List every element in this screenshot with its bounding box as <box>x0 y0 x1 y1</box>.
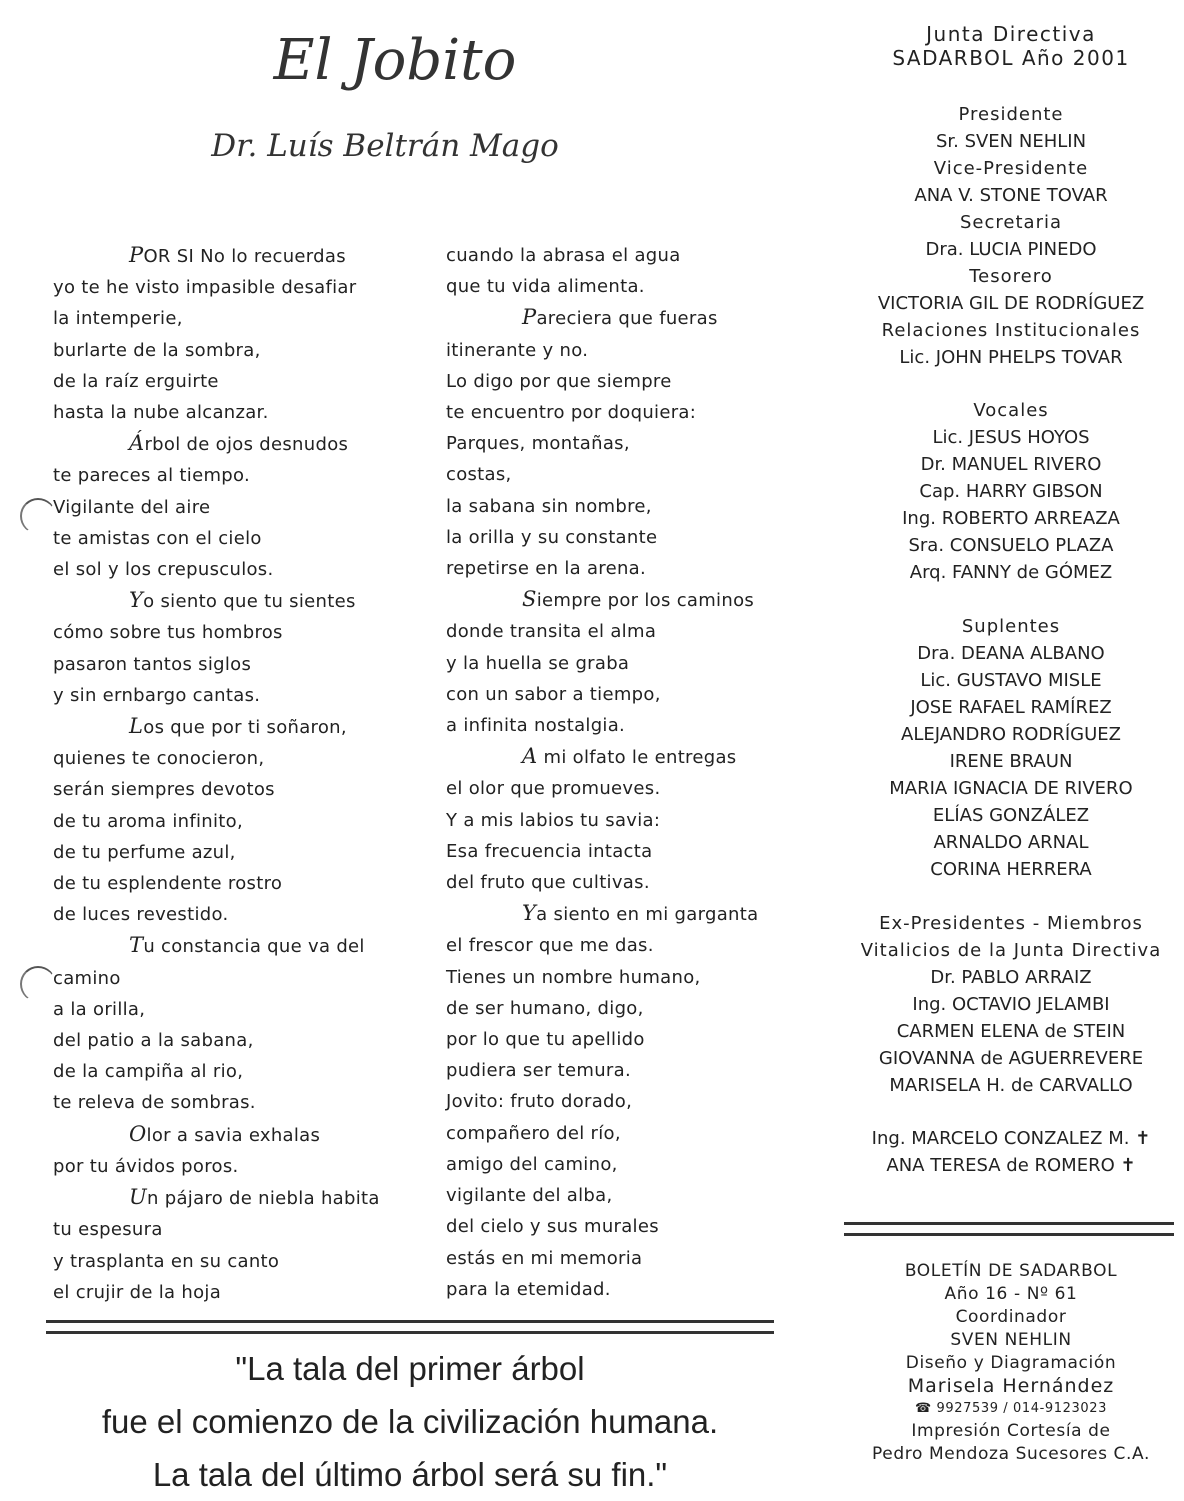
board-officers <box>846 101 1176 371</box>
poem-line <box>446 805 796 836</box>
poem-line-text: Y a mis labios tu savia: <box>446 809 661 831</box>
quote-divider <box>46 1320 774 1334</box>
poem-line <box>446 397 796 428</box>
ex-president-name: Dr. PABLO ARRAIZ <box>930 967 1092 988</box>
poem-line <box>446 271 796 302</box>
poem-line-text: para la etemidad. <box>446 1278 611 1300</box>
board-suplentes <box>846 613 1176 883</box>
poem-initial: P <box>522 305 537 330</box>
phone-numbers: ☎ 9927539 / 014-9123023 <box>914 1401 1108 1416</box>
ex-president-name: CARMEN ELENA de STEIN <box>896 1021 1126 1042</box>
suplente-name: ELÍAS GONZÁLEZ <box>932 805 1090 826</box>
ex-presidents-label-2: Vitalicios de la Junta Directiva <box>860 940 1162 961</box>
poem-line-text: y sin ernbargo cantas. <box>53 684 261 706</box>
poem-line <box>446 491 796 522</box>
board-header <box>846 22 1176 70</box>
officer-role: Secretaria <box>960 212 1062 233</box>
suplentes-label: Suplentes <box>961 616 1061 637</box>
poem-line <box>446 335 796 366</box>
poem-line-text: itinerante y no. <box>446 339 589 361</box>
ex-presidents-label: Ex-Presidentes - Miembros <box>879 913 1143 934</box>
poem-line-text: por tu ávidos poros. <box>53 1155 239 1177</box>
poem-line-text: de tu esplendente rostro <box>53 873 283 895</box>
bulletin-issue: Año 16 - Nº 61 <box>944 1284 1078 1304</box>
officer-name: VICTORIA GIL DE RODRÍGUEZ <box>877 293 1145 314</box>
poem-line-text: os que por ti soñaron, <box>143 717 347 739</box>
ex-president-name: Ing. OCTAVIO JELAMBI <box>912 994 1110 1015</box>
poem-line <box>53 1182 403 1214</box>
poem-line <box>53 460 403 491</box>
poem-line-text: de la campiña al rio, <box>53 1061 244 1083</box>
poem-line <box>53 806 403 837</box>
poem-line-text: a infinita nostalgia. <box>446 715 626 737</box>
poem-line <box>53 868 403 899</box>
poem-line <box>446 240 796 271</box>
poem-line-text: a siento en mi garganta <box>536 904 759 926</box>
poem-line-text: quienes te conocieron, <box>53 748 265 770</box>
poem-line <box>53 335 403 366</box>
poem-line-text: Parques, montañas, <box>446 433 630 455</box>
poem-line <box>53 680 403 711</box>
poem-line-text: camino <box>53 967 121 989</box>
vocal-name: Dr. MANUEL RIVERO <box>920 454 1102 475</box>
poem-initial: O <box>129 1121 147 1146</box>
poem-line <box>446 1055 796 1086</box>
poem-line-text: Vigilante del aire <box>53 496 211 518</box>
ex-president-name: GIOVANNA de AGUERREVERE <box>878 1048 1144 1069</box>
poem-line <box>446 366 796 397</box>
poem-line-text: Tienes un nombre humano, <box>446 966 701 988</box>
poem-line <box>446 898 796 930</box>
printer-name: Pedro Mendoza Sucesores C.A. <box>872 1444 1150 1464</box>
poem-line <box>446 930 796 961</box>
poem-line-text: te encuentro por doquiera: <box>446 402 697 424</box>
poem-line <box>446 867 796 898</box>
poem-line <box>53 1214 403 1245</box>
poem-line <box>446 836 796 867</box>
suplente-name: ALEJANDRO RODRÍGUEZ <box>901 724 1121 745</box>
poem-line <box>53 1119 403 1151</box>
poem-initial: Á <box>129 431 145 456</box>
poem-line <box>446 710 796 741</box>
poem-line <box>53 428 403 460</box>
poem-line-text: la intemperie, <box>53 308 183 330</box>
ex-president-name: MARISELA H. de CARVALLO <box>889 1075 1133 1096</box>
poem-line-text: que tu vida alimenta. <box>446 276 645 298</box>
poem-line <box>53 743 403 774</box>
cross-icon: ✝ <box>1120 1155 1136 1176</box>
poem-line-text: burlarte de la sombra, <box>53 339 261 361</box>
poem-line-text: cómo sobre tus hombros <box>53 622 283 644</box>
poem-column-left <box>53 240 403 1308</box>
poem-line-text: de ser humano, digo, <box>446 997 644 1019</box>
poem-line <box>446 459 796 490</box>
quote-line: fue el comienzo de la civilización humana. <box>101 1403 719 1440</box>
printing-label: Impresión Cortesía de <box>911 1421 1111 1441</box>
poem-line-text: compañero del río, <box>446 1122 621 1144</box>
poem-line-text: Esa frecuencia intacta <box>446 840 653 862</box>
poem-line-text: cuando la abrasa el agua <box>446 245 681 266</box>
poem-author: Dr. Luís Beltrán Mago <box>211 128 559 164</box>
board-heading: Junta Directiva <box>926 22 1096 46</box>
suplente-name: MARIA IGNACIA DE RIVERO <box>889 778 1133 799</box>
poem-line-text: te amistas con el cielo <box>53 527 262 549</box>
poem-line <box>53 711 403 743</box>
coordinator-label: Coordinador <box>955 1307 1067 1327</box>
vocales-label: Vocales <box>973 400 1049 421</box>
officer-name: Lic. JOHN PHELPS TOVAR <box>899 347 1123 368</box>
poem-line <box>446 584 796 616</box>
poem-line <box>53 492 403 523</box>
poem-column-right <box>446 240 796 1305</box>
bulletin-divider <box>844 1222 1174 1236</box>
poem-line-text: por lo que tu apellido <box>446 1029 645 1051</box>
poem-line <box>446 1149 796 1180</box>
suplente-name: CORINA HERRERA <box>930 859 1092 880</box>
poem-line-text: pudiera ser temura. <box>446 1060 631 1082</box>
vocal-name: Ing. ROBERTO ARREAZA <box>902 508 1120 529</box>
suplente-name: ARNALDO ARNAL <box>933 832 1089 853</box>
suplente-name: JOSE RAFAEL RAMÍREZ <box>910 697 1112 718</box>
board-subheading: SADARBOL Año 2001 <box>892 46 1130 70</box>
poem-line-text: areciera que fueras <box>536 308 718 330</box>
poem-line-text: de tu aroma infinito, <box>53 810 243 832</box>
poem-line <box>446 993 796 1024</box>
poem-line-text: repetirse en la arena. <box>446 558 647 580</box>
poem-line <box>446 679 796 710</box>
poem-line-text: OR SI No lo recuerdas <box>143 246 346 267</box>
poem-line-text: lor a savia exhalas <box>146 1124 321 1146</box>
poem-line-text: Jovito: fruto dorado, <box>446 1091 633 1113</box>
poem-line <box>53 930 403 962</box>
poem-line <box>53 366 403 397</box>
poem-line-text: hasta la nube alcanzar. <box>53 402 269 424</box>
poem-line-text: pasaron tantos siglos <box>53 653 252 675</box>
poem-line <box>446 1086 796 1117</box>
poem-line-text: de tu perfume azul, <box>53 841 236 863</box>
poem-initial: P <box>129 243 144 267</box>
poem-line-text: el crujir de la hoja <box>53 1281 222 1303</box>
poem-line-text: el frescor que me das. <box>446 935 654 957</box>
quote-line: La tala del último árbol será su fin." <box>152 1456 668 1493</box>
designer-name: Marisela Hernández <box>907 1375 1115 1397</box>
poem-line-text: n pájaro de niebla habita <box>147 1188 380 1210</box>
suplente-name: Lic. GUSTAVO MISLE <box>920 670 1102 691</box>
poem-line <box>53 1151 403 1182</box>
poem-line <box>53 994 403 1025</box>
board-deceased <box>846 1125 1176 1179</box>
vocal-name: Sra. CONSUELO PLAZA <box>908 535 1114 556</box>
board-ex-presidents <box>846 910 1176 1099</box>
poem-line <box>53 240 403 272</box>
poem-line-text: del fruto que cultivas. <box>446 872 650 894</box>
poem-line-text: vigilante del alba, <box>446 1185 613 1207</box>
poem-initial: S <box>522 587 537 612</box>
poem-line-text: el sol y los crepusculos. <box>53 559 274 581</box>
poem-line <box>53 649 403 680</box>
poem-line-text: Lo digo por que siempre <box>446 370 672 392</box>
poem-line <box>446 1180 796 1211</box>
poem-line-text: a la orilla, <box>53 998 146 1020</box>
deceased-name: ANA TERESA de ROMERO <box>886 1155 1115 1176</box>
suplente-name: IRENE BRAUN <box>949 751 1073 772</box>
officer-name: Dra. LUCIA PINEDO <box>925 239 1097 260</box>
poem-line <box>53 617 403 648</box>
poem-line-text: serán siempres devotos <box>53 779 275 801</box>
poem-line-text: con un sabor a tiempo, <box>446 683 661 705</box>
poem-line-text: del cielo y sus murales <box>446 1216 659 1238</box>
poem-line-text: tu espesura <box>53 1219 163 1241</box>
poem-initial: Y <box>129 588 144 613</box>
poem-line-text: rbol de ojos desnudos <box>144 434 349 456</box>
poem-line <box>446 302 796 334</box>
vocal-name: Lic. JESUS HOYOS <box>932 427 1090 448</box>
officer-role: Presidente <box>958 104 1064 125</box>
poem-line <box>53 523 403 554</box>
poem-initial: T <box>129 933 144 958</box>
poem-line <box>446 1118 796 1149</box>
poem-line <box>446 962 796 993</box>
deceased-member <box>846 1125 1176 1152</box>
officer-role: Tesorero <box>969 266 1053 287</box>
poem-line-text: mi olfato le entregas <box>537 747 737 769</box>
poem-line <box>446 428 796 459</box>
poem-line-text: el olor que promueves. <box>446 778 661 800</box>
closing-quote <box>40 1342 780 1501</box>
poem-initial: A <box>522 744 538 769</box>
poem-line <box>53 1277 403 1308</box>
poem-line <box>446 553 796 584</box>
poem-line <box>53 585 403 617</box>
cross-icon: ✝ <box>1135 1128 1151 1149</box>
poem-line-text: costas, <box>446 464 512 486</box>
poem-line-text: de la raíz erguirte <box>53 370 219 392</box>
poem-initial: L <box>129 714 144 739</box>
coordinator-name: SVEN NEHLIN <box>950 1330 1072 1350</box>
bulletin-credits <box>846 1260 1176 1466</box>
board-vocales <box>846 397 1176 586</box>
poem-line <box>446 1274 796 1305</box>
officer-name: Sr. SVEN NEHLIN <box>935 131 1087 152</box>
poem-line <box>446 1211 796 1242</box>
poem-initial: U <box>129 1185 147 1210</box>
poem-line-text: y la huella se graba <box>446 652 630 674</box>
poem-line <box>53 837 403 868</box>
poem-line-text: de luces revestido. <box>53 904 229 926</box>
poem-initial: Y <box>522 901 537 926</box>
vocal-name: Cap. HARRY GIBSON <box>919 481 1103 502</box>
poem-line-text: iempre por los caminos <box>536 590 755 612</box>
quote-line: "La tala del primer árbol <box>235 1350 585 1387</box>
binder-hole-icon <box>20 498 56 534</box>
poem-line-text: o siento que tu sientes <box>143 591 356 613</box>
poem-line-text: y trasplanta en su canto <box>53 1250 280 1272</box>
poem-line <box>53 899 403 930</box>
poem-line <box>446 522 796 553</box>
poem-line <box>446 741 796 773</box>
officer-role: Vice-Presidente <box>933 158 1089 179</box>
poem-line <box>53 1087 403 1118</box>
vocal-name: Arq. FANNY de GÓMEZ <box>909 562 1113 583</box>
poem-line <box>446 1024 796 1055</box>
poem-line <box>53 1056 403 1087</box>
deceased-member <box>846 1152 1176 1179</box>
poem-title: El Jobito <box>273 28 517 93</box>
poem-line <box>446 773 796 804</box>
poem-line <box>446 648 796 679</box>
poem-line <box>53 272 403 303</box>
poem-line-text: te pareces al tiempo. <box>53 465 251 487</box>
poem-line-text: yo te he visto impasible desafiar <box>53 277 357 299</box>
poem-line <box>53 774 403 805</box>
poem-line <box>446 616 796 647</box>
poem-line-text: donde transita el alma <box>446 621 657 643</box>
officer-role: Relaciones Institucionales <box>881 320 1141 341</box>
poem-line-text: la sabana sin nombre, <box>446 495 652 517</box>
poem-line-text: te releva de sombras. <box>53 1092 256 1114</box>
poem-line-text: estás en mi memoria <box>446 1247 643 1269</box>
binder-hole-icon <box>20 966 56 1002</box>
poem-line-text: amigo del camino, <box>446 1153 618 1175</box>
design-label: Diseño y Diagramación <box>905 1353 1117 1373</box>
poem-line <box>53 1025 403 1056</box>
poem-line <box>53 303 403 334</box>
officer-name: ANA V. STONE TOVAR <box>914 185 1108 206</box>
poem-line <box>53 1246 403 1277</box>
poem-line <box>53 397 403 428</box>
deceased-name: Ing. MARCELO CONZALEZ M. <box>871 1128 1130 1149</box>
poem-line <box>53 554 403 585</box>
suplente-name: Dra. DEANA ALBANO <box>917 643 1105 664</box>
poem-line <box>446 1243 796 1274</box>
poem-line-text: u constancia que va del <box>143 936 365 958</box>
poem-line-text: del patio a la sabana, <box>53 1030 254 1052</box>
poem-line <box>53 963 403 994</box>
bulletin-name: BOLETÍN DE SADARBOL <box>904 1261 1118 1281</box>
poem-line-text: la orilla y su constante <box>446 526 658 548</box>
